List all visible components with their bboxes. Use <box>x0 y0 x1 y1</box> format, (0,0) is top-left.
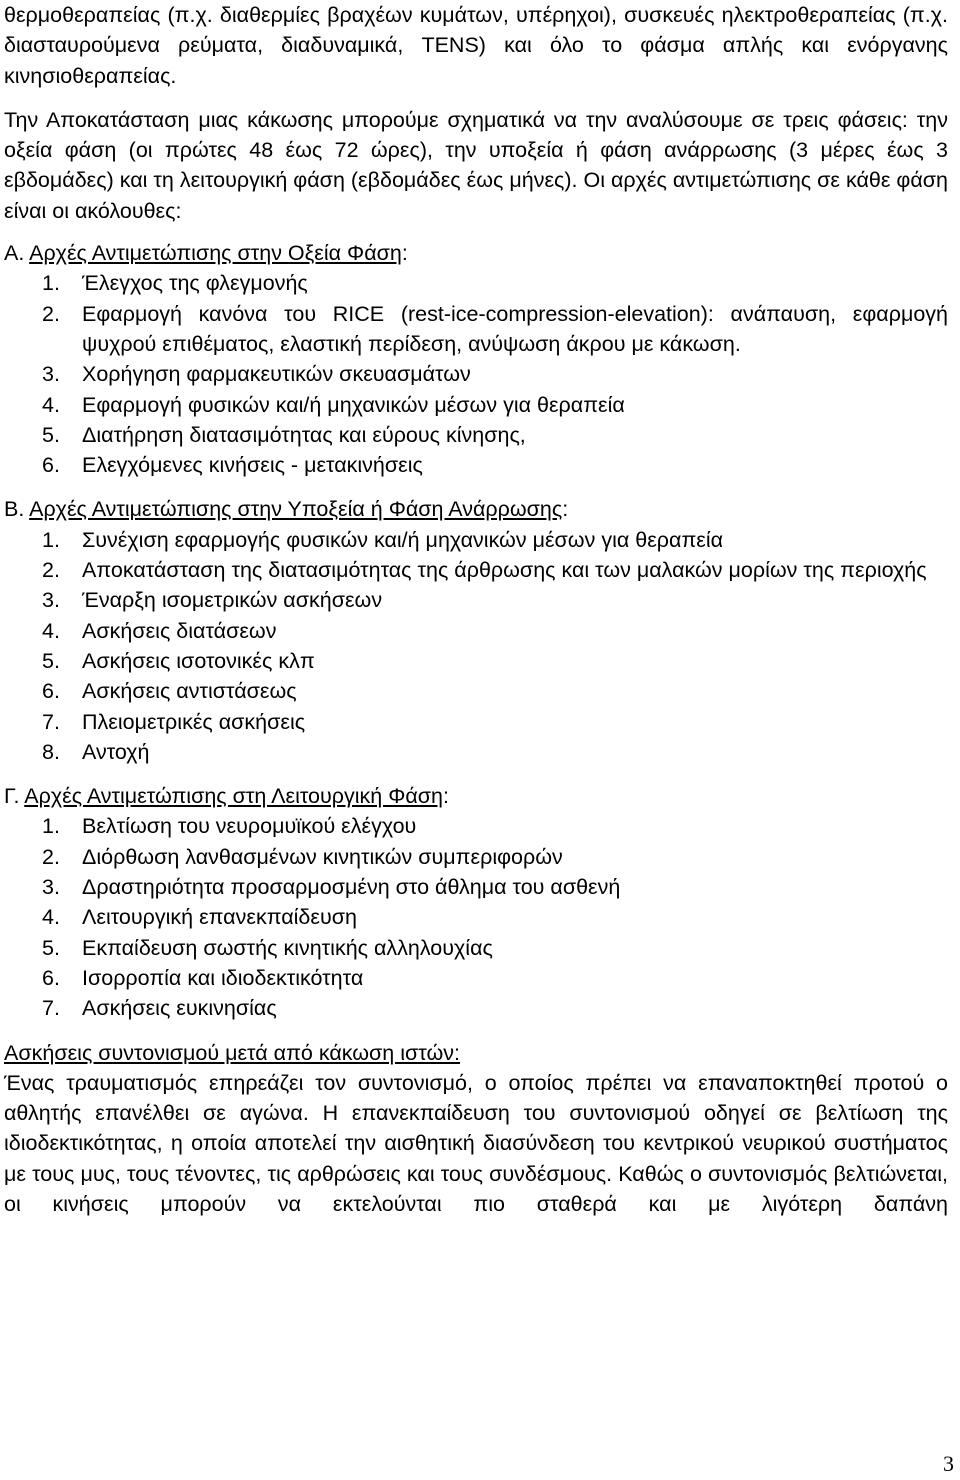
list-item <box>4 676 948 706</box>
list-item-text: Ασκήσεις διατάσεων <box>82 618 277 643</box>
intro-fragment: θερμοθεραπείας (π.χ. διαθερμίες βραχέων κυμάτων, υπέρηχοι), συσκευές ηλεκτροθεραπείας (π.χ. διασταυρούμενα ρεύματα, διαδυναμικά, TENS) και όλο το φάσμα απλής και ενόργανης κινησιοθεραπείας. <box>4 3 948 88</box>
list-item-text: Εκπαίδευση σωστής κινητικής αλληλουχίας <box>82 935 493 960</box>
list-item-number: 5. <box>42 935 60 960</box>
list-item-text: Διατήρηση διατασιμότητας και εύρους κίνησης, <box>82 422 526 447</box>
spacer <box>4 480 948 494</box>
section-c-list <box>4 811 948 1023</box>
list-item-text: Έλεγχος της φλεγμονής <box>82 271 308 296</box>
list-item <box>4 902 948 932</box>
list-item <box>4 585 948 615</box>
list-item-text: Πλειομετρικές ασκήσεις <box>82 709 306 734</box>
section-a-colon: : <box>401 241 408 266</box>
list-item-text: Λειτουργική επανεκπαίδευση <box>82 905 357 930</box>
coordination-heading: Ασκήσεις συντονισμού μετά από κάκωση ιστών: <box>4 1040 460 1065</box>
list-item <box>4 933 948 963</box>
list-item <box>4 525 948 555</box>
spacer <box>4 767 948 781</box>
list-item <box>4 707 948 737</box>
list-item-number: 5. <box>42 648 60 673</box>
list-item <box>4 390 948 420</box>
list-item-text: Ασκήσεις ισοτονικές κλπ <box>82 648 315 673</box>
list-item-text: Εφαρμογή φυσικών και/ή μηχανικών μέσων για θεραπεία <box>82 392 625 417</box>
list-item <box>4 450 948 480</box>
section-a-heading <box>4 238 948 268</box>
list-item-text: Αντοχή <box>82 739 150 764</box>
list-item <box>4 993 948 1023</box>
list-item-text: Δραστηριότητα προσαρμοσμένη στο άθλημα του ασθενή <box>82 875 621 900</box>
list-item-number: 3. <box>42 875 60 900</box>
section-c-title: Αρχές Αντιμετώπισης στη Λειτουργική Φάση <box>24 784 444 809</box>
list-item <box>4 616 948 646</box>
section-a-list <box>4 268 948 480</box>
list-item <box>4 811 948 841</box>
section-b-list <box>4 525 948 767</box>
list-item <box>4 299 948 360</box>
list-item-text: Αποκατάσταση της διατασιμότητας της άρθρωσης και των μαλακών μορίων της περιοχής <box>82 558 927 583</box>
list-item-number: 3. <box>42 362 60 387</box>
section-c-letter: Γ. <box>4 784 25 809</box>
list-item-text: Εφαρμογή κανόνα του RICE (rest-ice-compression-elevation): ανάπαυση, εφαρμογή ψυχρού επιθέματος, ελαστική περίδεση, ανύψωση άκρου με κάκωση. <box>82 301 948 356</box>
list-item-number: 6. <box>42 453 60 478</box>
list-item <box>4 963 948 993</box>
list-item-text: Χορήγηση φαρμακευτικών σκευασμάτων <box>82 362 471 387</box>
section-c-heading <box>4 781 948 811</box>
section-b-colon: : <box>562 497 569 522</box>
section-c-colon: : <box>443 784 449 809</box>
list-item <box>4 646 948 676</box>
list-item-text: Διόρθωση λανθασμένων κινητικών συμπεριφορών <box>82 844 563 869</box>
section-a-letter: Α. <box>4 241 30 266</box>
spacer <box>4 91 948 105</box>
list-item-number: 6. <box>42 965 60 990</box>
list-item-number: 2. <box>42 844 60 869</box>
list-item-text: Βελτίωση του νευρομυϊκού ελέγχου <box>82 814 417 839</box>
list-item-number: 7. <box>42 996 60 1021</box>
list-item-number: 7. <box>42 709 60 734</box>
list-item-number: 4. <box>42 392 60 417</box>
document-page <box>4 0 948 1219</box>
list-item-text: Ισορροπία και ιδιοδεκτικότητα <box>82 965 364 990</box>
list-item <box>4 872 948 902</box>
list-item <box>4 268 948 298</box>
list-item <box>4 359 948 389</box>
section-a-title: Αρχές Αντιμετώπισης στην Οξεία Φάση <box>29 241 402 266</box>
list-item-number: 2. <box>42 301 60 326</box>
section-b-letter: Β. <box>4 497 30 522</box>
list-item <box>4 420 948 450</box>
list-item-number: 5. <box>42 422 60 447</box>
list-item-number: 1. <box>42 527 60 552</box>
list-item-number: 8. <box>42 739 60 764</box>
list-item-number: 6. <box>42 679 60 704</box>
list-item <box>4 842 948 872</box>
list-item <box>4 555 948 585</box>
section-b-heading <box>4 494 948 524</box>
list-item-number: 4. <box>42 905 60 930</box>
list-item-text: Έναρξη ισομετρικών ασκήσεων <box>82 588 383 613</box>
list-item-number: 1. <box>42 271 60 296</box>
spacer <box>4 1024 948 1038</box>
list-item-number: 1. <box>42 814 60 839</box>
list-item-text: Ασκήσεις ευκινησίας <box>82 996 277 1021</box>
list-item-number: 2. <box>42 558 60 583</box>
list-item <box>4 737 948 767</box>
list-item-text: Ασκήσεις αντιστάσεως <box>82 679 297 704</box>
list-item-number: 4. <box>42 618 60 643</box>
list-item-number: 3. <box>42 588 60 613</box>
list-item-text: Συνέχιση εφαρμογής φυσικών και/ή μηχανικών μέσων για θεραπεία <box>82 527 724 552</box>
page-number: 3 <box>943 1451 954 1476</box>
list-item-text: Ελεγχόμενες κινήσεις - μετακινήσεις <box>82 453 423 478</box>
phases-paragraph: Την Αποκατάσταση μιας κάκωσης μπορούμε σχηματικά να την αναλύσουμε σε τρεις φάσεις: την οξεία φάση (οι πρώτες 48 έως 72 ώρες), την υποξεία ή φάση ανάρρωσης (3 μέρες έως 3 εβδομάδες) και τη λειτουργική φάση (εβδομάδες έως μήνες). Οι αρχές αντιμετώπισης σε κάθε φάση είναι οι ακόλουθες: <box>4 107 948 223</box>
spacer <box>4 226 948 238</box>
coordination-paragraph: Ένας τραυματισμός επηρεάζει τον συντονισμό, ο οποίος πρέπει να επαναποκτηθεί προτού ο αθλητής επανέλθει σε αγώνα. Η επανεκπαίδευση του συντονισμού οδηγεί σε βελτίωση της ιδιοδεκτικότητας, η οποία αποτελεί την αισθητική διασύνδεση του κεντρικού νευρικού συστήματος με τους μυς, τους τένοντες, τις αρθρώσεις και τους συνδέσμους. Καθώς ο συντονισμός βελτιώνεται, οι κινήσεις μπορούν να εκτελούνται πιο σταθερά και με λιγότερη δαπάνη <box>4 1070 948 1216</box>
section-b-title: Αρχές Αντιμετώπισης στην Υποξεία ή Φάση Ανάρρωσης <box>29 497 563 522</box>
